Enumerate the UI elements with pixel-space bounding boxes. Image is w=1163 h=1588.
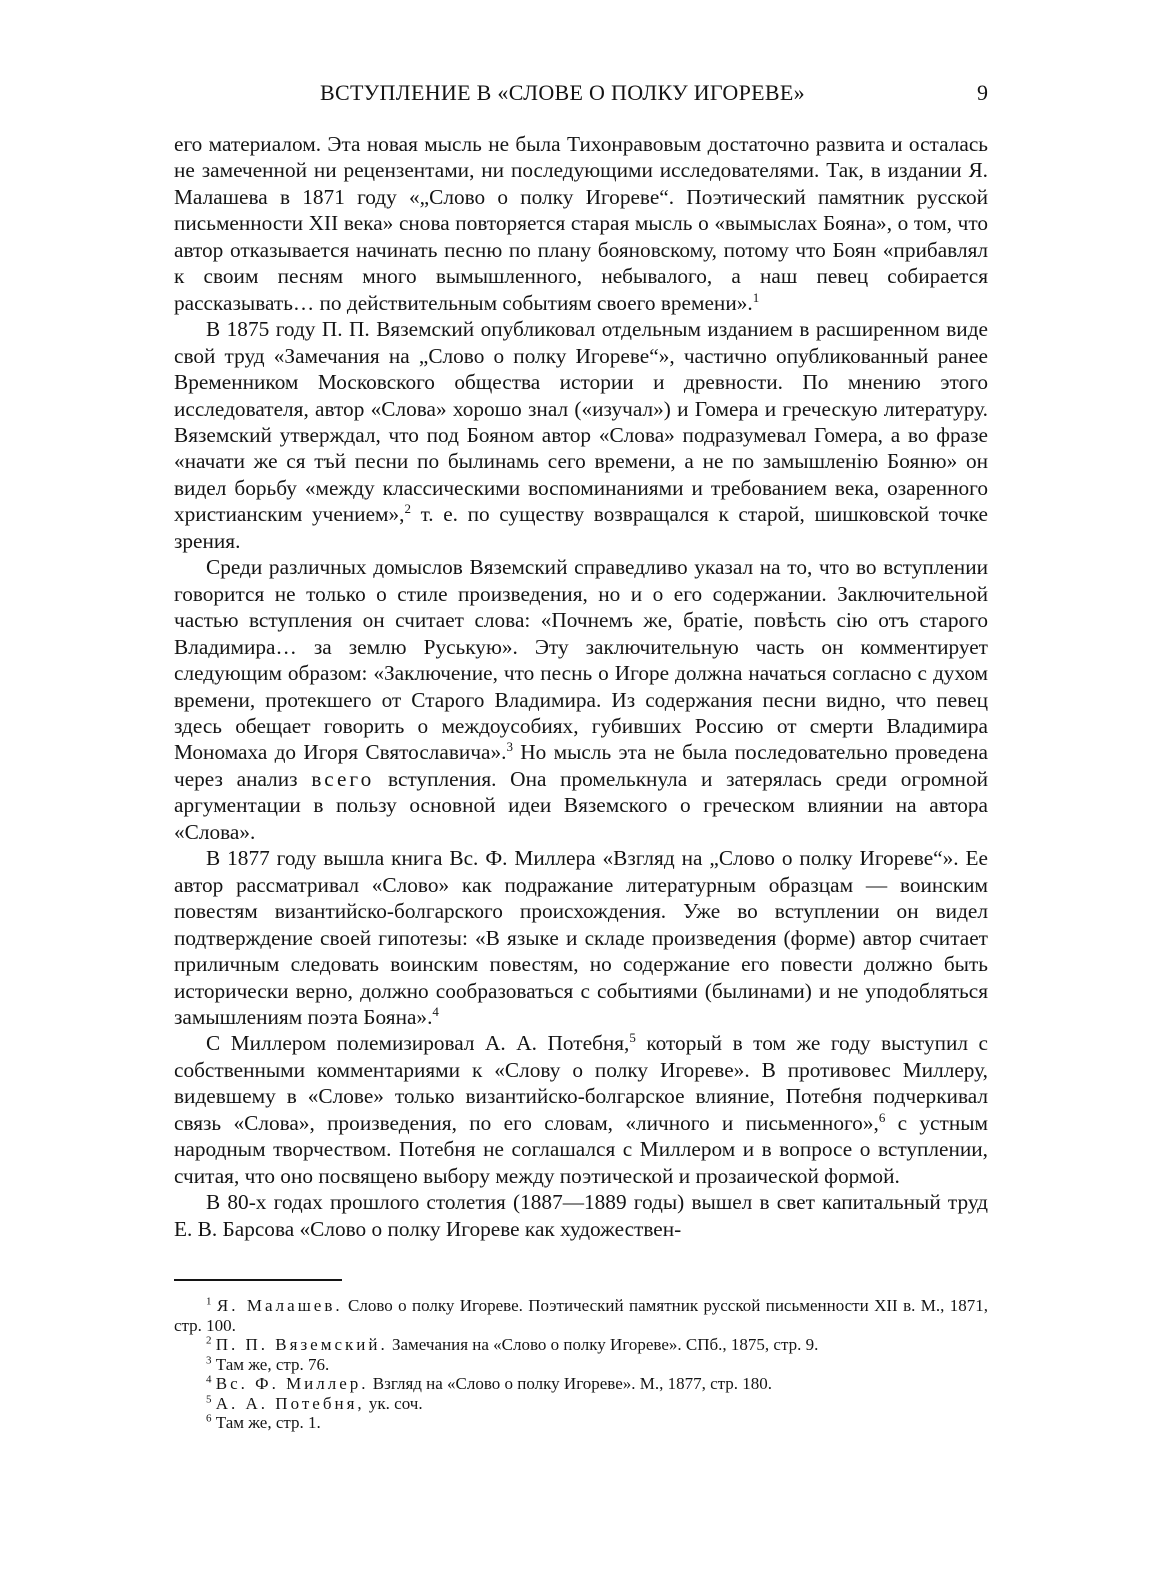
footnote-1 bbox=[174, 1296, 988, 1335]
paragraph-3 bbox=[174, 554, 988, 845]
footnote-5 bbox=[174, 1394, 988, 1414]
footnote-number: 5 bbox=[206, 1392, 212, 1405]
paragraph-4 bbox=[174, 845, 988, 1030]
paragraph-text: с устным народным творчеством. Потебня не соглашался с Миллером и в вопросе о вступлении, считая, что оно посвящено выбору между поэтической и прозаической формой. bbox=[174, 1110, 988, 1188]
footnote-3 bbox=[174, 1355, 988, 1375]
footnote-text: Замечания на «Слово о полку Игореве». СПб., 1875, стр. 9. bbox=[387, 1335, 819, 1354]
paragraph-text: т. е. по существу возвращался к старой, шишковской точке зрения. bbox=[174, 502, 988, 553]
paragraph-text: Но мысль эта не была последовательно проведена через анализ bbox=[174, 740, 988, 791]
paragraph-text: В 1877 году вышла книга Вс. Ф. Миллера «Взгляд на „Слово о полку Игореве“». Ее автор рассматривал «Слово» как подражание литературным образцам — воинским повестям византийско-болгарского происхождения. Уже во вступлении он видел подтверждение своей гипотезы: «В языке и складе произведения (форме) автор считает приличным следовать воинским повестям, но содержание его повести должно быть исторически верно, должно сообразоваться с событиями (былинами) и не уподобляться замышлениям поэта Бояна». bbox=[174, 846, 988, 1029]
paragraph-2 bbox=[174, 316, 988, 554]
footnote-number: 2 bbox=[206, 1334, 212, 1347]
paragraph-text: В 1875 году П. П. Вяземский опубликовал отдельным изданием в расширенном виде свой труд «Замечания на „Слово о полку Игореве“», частично опубликованный ранее Временником Московского общества истории и древности. По мнению этого исследователя, автор «Слова» хорошо знал («изучал») и Гомера и греческую литературу. Вяземский утверждал, что под Бояном автор «Слова» подразумевал Гомера, а во фразе «начати же ся тъй песни по былинамь сего времени, а не по замышленiю Бояню» он видел борьбу «между классическими воспоминаниями и требованием века, озаренного христианским учением», bbox=[174, 317, 988, 527]
footnote-number: 3 bbox=[206, 1353, 212, 1366]
footnote-ref-4[interactable]: 4 bbox=[432, 1003, 439, 1019]
footnote-number: 6 bbox=[206, 1412, 212, 1425]
paragraph-6 bbox=[174, 1189, 988, 1242]
footnote-text: Там же, стр. 76. bbox=[215, 1354, 330, 1374]
footnote-4 bbox=[174, 1374, 988, 1394]
spaced-emphasis: всего bbox=[311, 766, 375, 791]
paragraph-text: С Миллером полемизировал А. А. Потебня, bbox=[206, 1031, 630, 1056]
footnote-2 bbox=[174, 1335, 988, 1355]
footnote-6 bbox=[174, 1413, 988, 1433]
footnote-ref-5[interactable]: 5 bbox=[629, 1030, 636, 1046]
running-header bbox=[174, 80, 988, 114]
footnote-text: Взгляд на «Слово о полку Игореве». М., 1877, стр. 180. bbox=[368, 1374, 773, 1393]
footnote-author: Я. Малашев. bbox=[216, 1296, 343, 1315]
footnote-number: 4 bbox=[206, 1373, 212, 1386]
footnote-author: Вс. Ф. Миллер. bbox=[215, 1374, 369, 1393]
footnote-author: П. П. Вяземский. bbox=[215, 1335, 388, 1354]
paragraph-1 bbox=[174, 131, 988, 316]
footnote-number: 1 bbox=[206, 1295, 212, 1308]
paragraph-text: Среди различных домыслов Вяземский справедливо указал на то, что во вступлении говорится не только о стиле произведения, но и о его содержании. Заключительной частью вступления он считает слова: «Почнемъ же, братiе, повѣсть сiю отъ старого Владимира… за землю Руськую». Эту заключительную часть он комментирует следующим образом: «Заключение, что песнь о Игоре должна начаться согласно с духом времени, протекшего от Старого Владимира. Из содержания песни видно, что певец здесь обещает говорить о междоусобиях, губивших Россию от смерти Владимира Мономаха до Игоря Святославича». bbox=[174, 555, 988, 765]
paragraph-text: вступления. Она промелькнула и затерялась среди огромной аргументации в пользу основной идеи Вяземского о греческом влиянии на автора «Слова». bbox=[174, 766, 989, 844]
paragraph-text: его материалом. Эта новая мысль не была Тихонравовым достаточно развита и осталась не замеченной ни рецензентами, ни последующими исследователями. Так, в издании Я. Малашева в 1871 году «„Слово о полку Игореве“. Поэтический памятник русской письменности XII века» снова повторяется старая мысль о «вымыслах Бояна», о том, что автор отказывается начинать песню по плану бояновскому, потому что Боян «прибавлял к своим песням много вымышленного, небывалого, а наш певец собирается рассказывать… по действительным событиям своего времени». bbox=[174, 132, 988, 315]
footnote-text: Там же, стр. 1. bbox=[215, 1413, 321, 1432]
footnote-author: А. А. Потебня, bbox=[215, 1393, 365, 1413]
paragraph-5 bbox=[174, 1030, 988, 1189]
footnote-ref-3[interactable]: 3 bbox=[506, 739, 513, 755]
footnote-text: ук. соч. bbox=[364, 1393, 423, 1413]
footnote-divider bbox=[174, 1279, 342, 1281]
footnote-ref-2[interactable]: 2 bbox=[404, 501, 411, 517]
footnote-ref-1[interactable]: 1 bbox=[752, 289, 760, 305]
main-text bbox=[174, 131, 988, 1242]
paragraph-text: В 80-х годах прошлого столетия (1887—1889 годы) вышел в свет капитальный труд Е. В. Барсова «Слово о полку Игореве как художествен- bbox=[174, 1190, 988, 1241]
page-number: 9 bbox=[977, 80, 988, 105]
paragraph-text: который в том же году выступил с собственными комментариями к «Слову о полку Игореве». В противовес Миллеру, видевшему в «Слове» только византийско-болгарское влияние, Потебня подчеркивал связь «Слова», произведения, по его словам, «личного и письменного», bbox=[174, 1031, 988, 1135]
running-title: ВСТУПЛЕНИЕ В «СЛОВЕ О ПОЛКУ ИГОРЕВЕ» bbox=[320, 80, 805, 105]
footnotes bbox=[174, 1296, 988, 1433]
footnote-ref-6[interactable]: 6 bbox=[878, 1109, 886, 1125]
footnote-text: Слово о полку Игореве. Поэтический памятник русской письменности XII в. М., 1871, стр. 100. bbox=[174, 1296, 988, 1335]
